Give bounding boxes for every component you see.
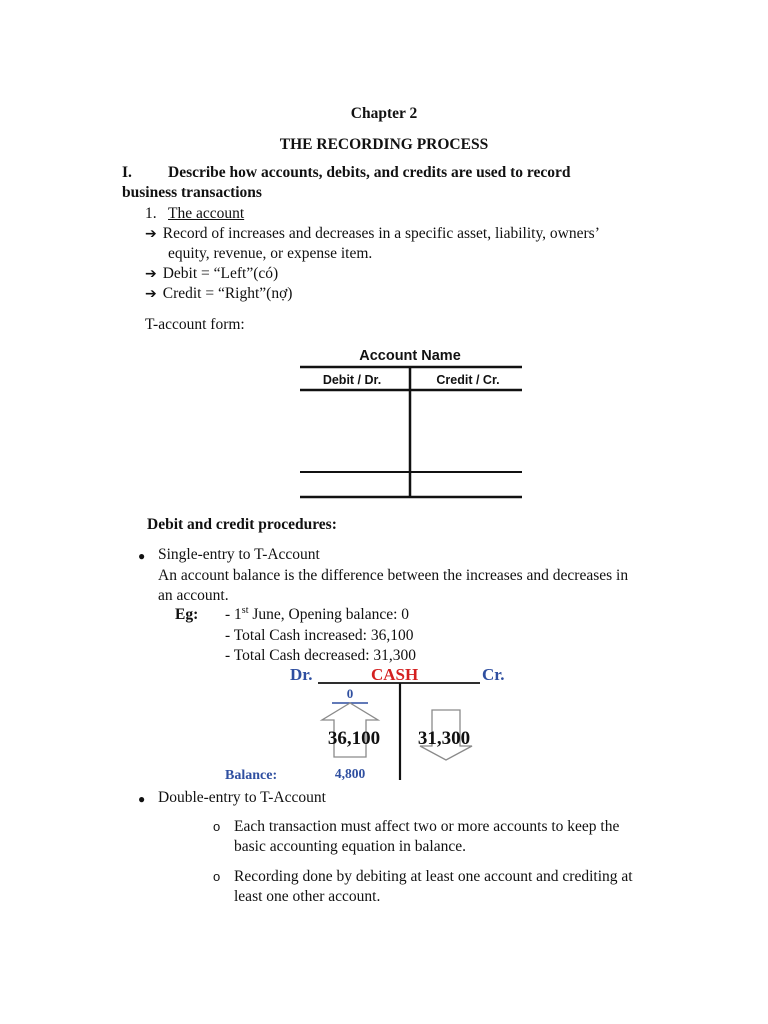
chapter-label: Chapter 2 — [350, 105, 418, 122]
procedures-heading: Debit and credit procedures: — [147, 516, 337, 533]
right-arrow-icon: ➔ — [145, 226, 157, 242]
arrow-item-debit — [145, 265, 278, 283]
taccount-credit-header: Credit / Cr. — [436, 373, 500, 387]
circle-bullet-icon: o — [213, 819, 221, 834]
eg-line3: - Total Cash decreased: 31,300 — [225, 647, 417, 664]
record-line2: equity, revenue, or expense item. — [168, 245, 373, 262]
bullet-single-entry — [138, 547, 145, 565]
cash-opening-balance: 0 — [346, 686, 354, 701]
bullet-double-entry — [138, 790, 145, 808]
section-number: I. — [122, 164, 132, 181]
double-entry-sub1-line2: basic accounting equation in balance. — [234, 838, 466, 855]
double-entry-label: Double-entry to T-Account — [158, 789, 326, 806]
bullet-icon: ● — [138, 549, 146, 563]
arrow-item-record — [145, 225, 600, 243]
cash-cr-label: Cr. — [482, 665, 505, 684]
right-arrow-icon: ➔ — [145, 266, 157, 282]
cash-balance-label: Balance: — [225, 768, 278, 783]
debit-rule: Debit = “Left”(có) — [162, 265, 279, 282]
double-entry-sub1-line1: Each transaction must affect two or more accounts to keep the — [234, 818, 620, 835]
single-entry-desc-line2: an account. — [158, 587, 229, 604]
sub-bullet-1 — [213, 818, 220, 836]
sub-bullet-2 — [213, 868, 220, 886]
double-entry-sub2-line2: least one other account. — [234, 888, 381, 905]
taccount-name: Account Name — [359, 348, 461, 364]
bullet-icon: ● — [138, 792, 146, 806]
single-entry-label: Single-entry to T-Account — [158, 546, 320, 563]
cash-balance-value: 4,800 — [334, 766, 366, 781]
credit-rule: Credit = “Right”(nợ) — [162, 285, 293, 302]
eg-line1-sup: st — [241, 604, 249, 616]
eg-line1-post: June, Opening balance: 0 — [248, 606, 410, 623]
section-heading-line2: business transactions — [122, 184, 262, 201]
page-title: THE RECORDING PROCESS — [279, 136, 489, 153]
cash-dr-label: Dr. — [290, 665, 313, 684]
taccount-form-label: T-account form: — [145, 316, 245, 333]
eg-line1 — [225, 606, 409, 624]
taccount-debit-header: Debit / Dr. — [322, 373, 382, 387]
double-entry-sub2-line1: Recording done by debiting at least one account and crediting at — [234, 868, 633, 885]
cash-taccount-diagram — [220, 662, 520, 784]
cash-decrease-value: 31,300 — [417, 728, 471, 749]
eg-line1-pre: - 1 — [225, 606, 242, 623]
right-arrow-icon: ➔ — [145, 286, 157, 302]
item1-label: The account — [168, 205, 245, 222]
record-line1: Record of increases and decreases in a specific asset, liability, owners’ — [162, 225, 600, 242]
eg-line2: - Total Cash increased: 36,100 — [225, 627, 414, 644]
cash-account-name: CASH — [371, 665, 419, 684]
arrow-item-credit — [145, 285, 292, 303]
cash-increase-value: 36,100 — [327, 728, 381, 749]
circle-bullet-icon: o — [213, 869, 221, 884]
taccount-form-diagram — [290, 340, 530, 505]
eg-label: Eg: — [175, 606, 199, 623]
single-entry-desc-line1: An account balance is the difference between the increases and decreases in — [158, 567, 629, 584]
section-heading-line1: Describe how accounts, debits, and credits are used to record — [168, 164, 571, 181]
item1-number: 1. — [145, 205, 157, 222]
